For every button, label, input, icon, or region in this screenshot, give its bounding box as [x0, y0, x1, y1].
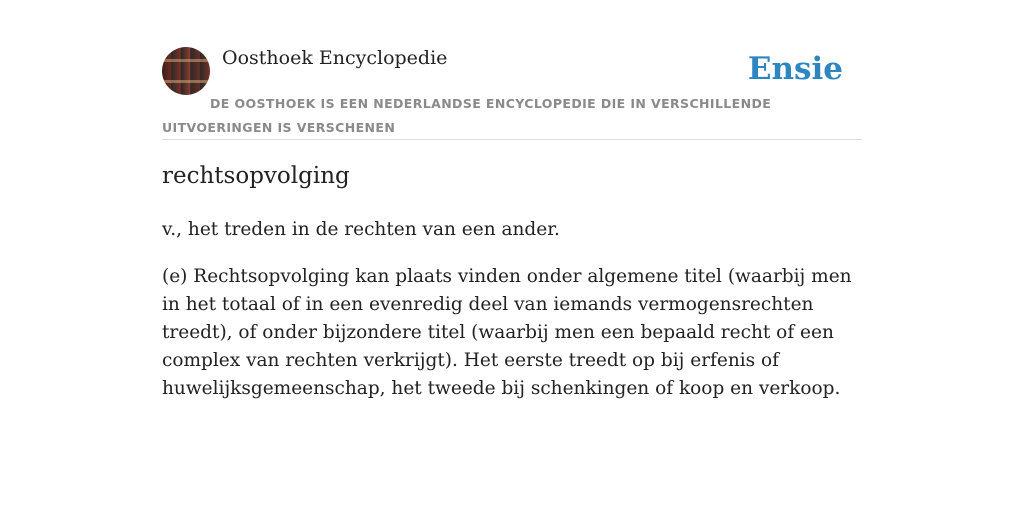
site-name[interactable]: Oosthoek Encyclopedie: [222, 47, 448, 69]
article-content: [162, 216, 862, 403]
ensie-logo-link[interactable]: Ensie: [747, 51, 843, 87]
article-title: rechtsopvolging: [162, 163, 350, 189]
article-body: (e) Rechtsopvolging kan plaats vinden onder algemene titel (waarbij men in het totaal of in een evenredig deel van iemands vermogensrechten treedt), of onder bijzondere titel (waarbij men een bepaald recht of een complex van rechten verkrijgt). Het eerste treedt op bij erfenis of huwelijksgemeenschap, het tweede bij schenkingen of koop en verkoop.: [162, 266, 852, 399]
article-definition: v., het treden in de rechten van een ander.: [162, 219, 560, 240]
header-divider: [162, 139, 862, 140]
encyclopedia-avatar[interactable]: [162, 47, 210, 95]
site-tagline: DE OOSTHOEK IS EEN NEDERLANDSE ENCYCLOPEDIE DIE IN VERSCHILLENDE UITVOERINGEN IS VERSCHENEN: [162, 96, 772, 135]
